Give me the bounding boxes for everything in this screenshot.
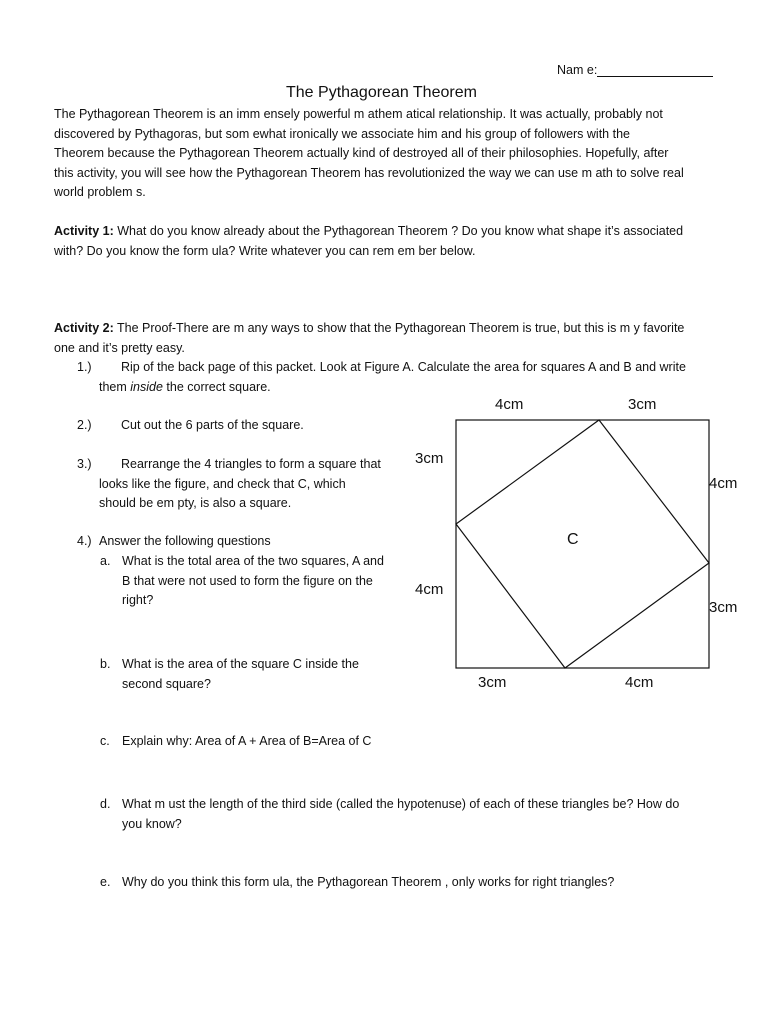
step-text: the correct square. bbox=[162, 379, 271, 394]
question-letter: c. bbox=[100, 734, 110, 748]
activity-2-label: Activity 2: bbox=[54, 321, 114, 335]
label-right-top: 4cm bbox=[709, 475, 738, 492]
page-title: The Pythagorean Theorem bbox=[286, 84, 477, 101]
question-a bbox=[100, 552, 410, 611]
step-emphasis: inside bbox=[130, 379, 163, 394]
intro-line: Theorem because the Pythagorean Theorem actually kind of destroyed all of their philosophies. Hopefully, after bbox=[54, 146, 669, 160]
activity-1 bbox=[54, 222, 744, 261]
question-letter: e. bbox=[100, 875, 111, 889]
label-left-top: 3cm bbox=[415, 450, 444, 467]
question-text: What is the total area of the two squares, A and bbox=[122, 554, 384, 568]
label-center-c: C bbox=[567, 531, 579, 548]
question-text: What m ust the length of the third side (called the hypotenuse) of each of these triangles be? How do bbox=[122, 797, 680, 811]
intro-line: this activity, you will see how the Pythagorean Theorem has revolutionized the way we can use m ath to solve real bbox=[54, 165, 684, 180]
question-letter: d. bbox=[100, 797, 111, 811]
name-field[interactable] bbox=[557, 63, 713, 77]
step-2 bbox=[77, 416, 397, 436]
intro-line: discovered by Pythagoras, but som ewhat ironically we associate him and his group of followers with the bbox=[54, 126, 630, 141]
step-text: should be em pty, is also a square. bbox=[99, 496, 292, 510]
inner-square-c bbox=[456, 420, 709, 668]
step-4 bbox=[77, 532, 397, 552]
step-text: Answer the following questions bbox=[99, 534, 271, 548]
label-top-right: 3cm bbox=[628, 396, 657, 413]
question-letter: a. bbox=[100, 554, 111, 568]
step-number: 1.) bbox=[77, 360, 92, 374]
intro-line: The Pythagorean Theorem is an imm ensely powerful m athem atical relationship. It was actually, probably not bbox=[54, 107, 663, 121]
question-c bbox=[100, 732, 500, 752]
activity-2-text: one and it’s pretty easy. bbox=[54, 340, 185, 355]
name-label: Nam e: bbox=[557, 63, 598, 77]
intro-paragraph bbox=[54, 105, 744, 203]
question-d bbox=[100, 795, 740, 834]
question-letter: b. bbox=[100, 657, 111, 671]
question-text: Explain why: Area of A + Area of B=Area of C bbox=[122, 734, 372, 748]
activity-1-label: Activity 1: bbox=[54, 224, 114, 238]
question-text: Why do you think this form ula, the Pythagorean Theorem , only works for right triangles? bbox=[122, 875, 615, 889]
step-number: 3.) bbox=[77, 457, 92, 471]
name-blank[interactable] bbox=[597, 63, 713, 77]
label-top-left: 4cm bbox=[495, 396, 524, 413]
question-text: you know? bbox=[122, 816, 182, 831]
step-text: Rip of the back page of this packet. Look at Figure A. Calculate the area for squares A and B and write bbox=[121, 360, 686, 374]
step-text: looks like the figure, and check that C, which bbox=[99, 476, 346, 491]
question-b bbox=[100, 655, 410, 694]
step-3 bbox=[77, 455, 407, 514]
label-left-bottom: 4cm bbox=[415, 581, 444, 598]
question-text: second square? bbox=[122, 676, 211, 691]
outer-square bbox=[456, 420, 709, 668]
step-text: Rearrange the 4 triangles to form a square that bbox=[121, 457, 381, 471]
question-text: What is the area of the square C inside the bbox=[122, 657, 359, 671]
step-number: 2.) bbox=[77, 418, 92, 432]
activity-1-text: What do you know already about the Pythagorean Theorem ? Do you know what shape it’s associated bbox=[113, 224, 684, 238]
step-text: them bbox=[99, 379, 131, 394]
activity-1-text: with? Do you know the form ula? Write whatever you can rem em ber below. bbox=[54, 243, 476, 258]
step-number: 4.) bbox=[77, 534, 92, 548]
step-text: Cut out the 6 parts of the square. bbox=[121, 418, 304, 432]
question-e bbox=[100, 873, 740, 893]
activity-2-text: The Proof-There are m any ways to show that the Pythagorean Theorem is true, but this is m y favorite bbox=[113, 321, 685, 335]
activity-2 bbox=[54, 319, 744, 358]
question-text: B that were not used to form the figure on the bbox=[122, 573, 373, 588]
intro-line: world problem s. bbox=[54, 185, 146, 199]
label-right-bottom: 3cm bbox=[709, 599, 738, 616]
question-text: right? bbox=[122, 593, 154, 607]
step-1 bbox=[77, 358, 737, 397]
label-bottom-left: 3cm bbox=[478, 674, 507, 691]
label-bottom-right: 4cm bbox=[625, 674, 654, 691]
